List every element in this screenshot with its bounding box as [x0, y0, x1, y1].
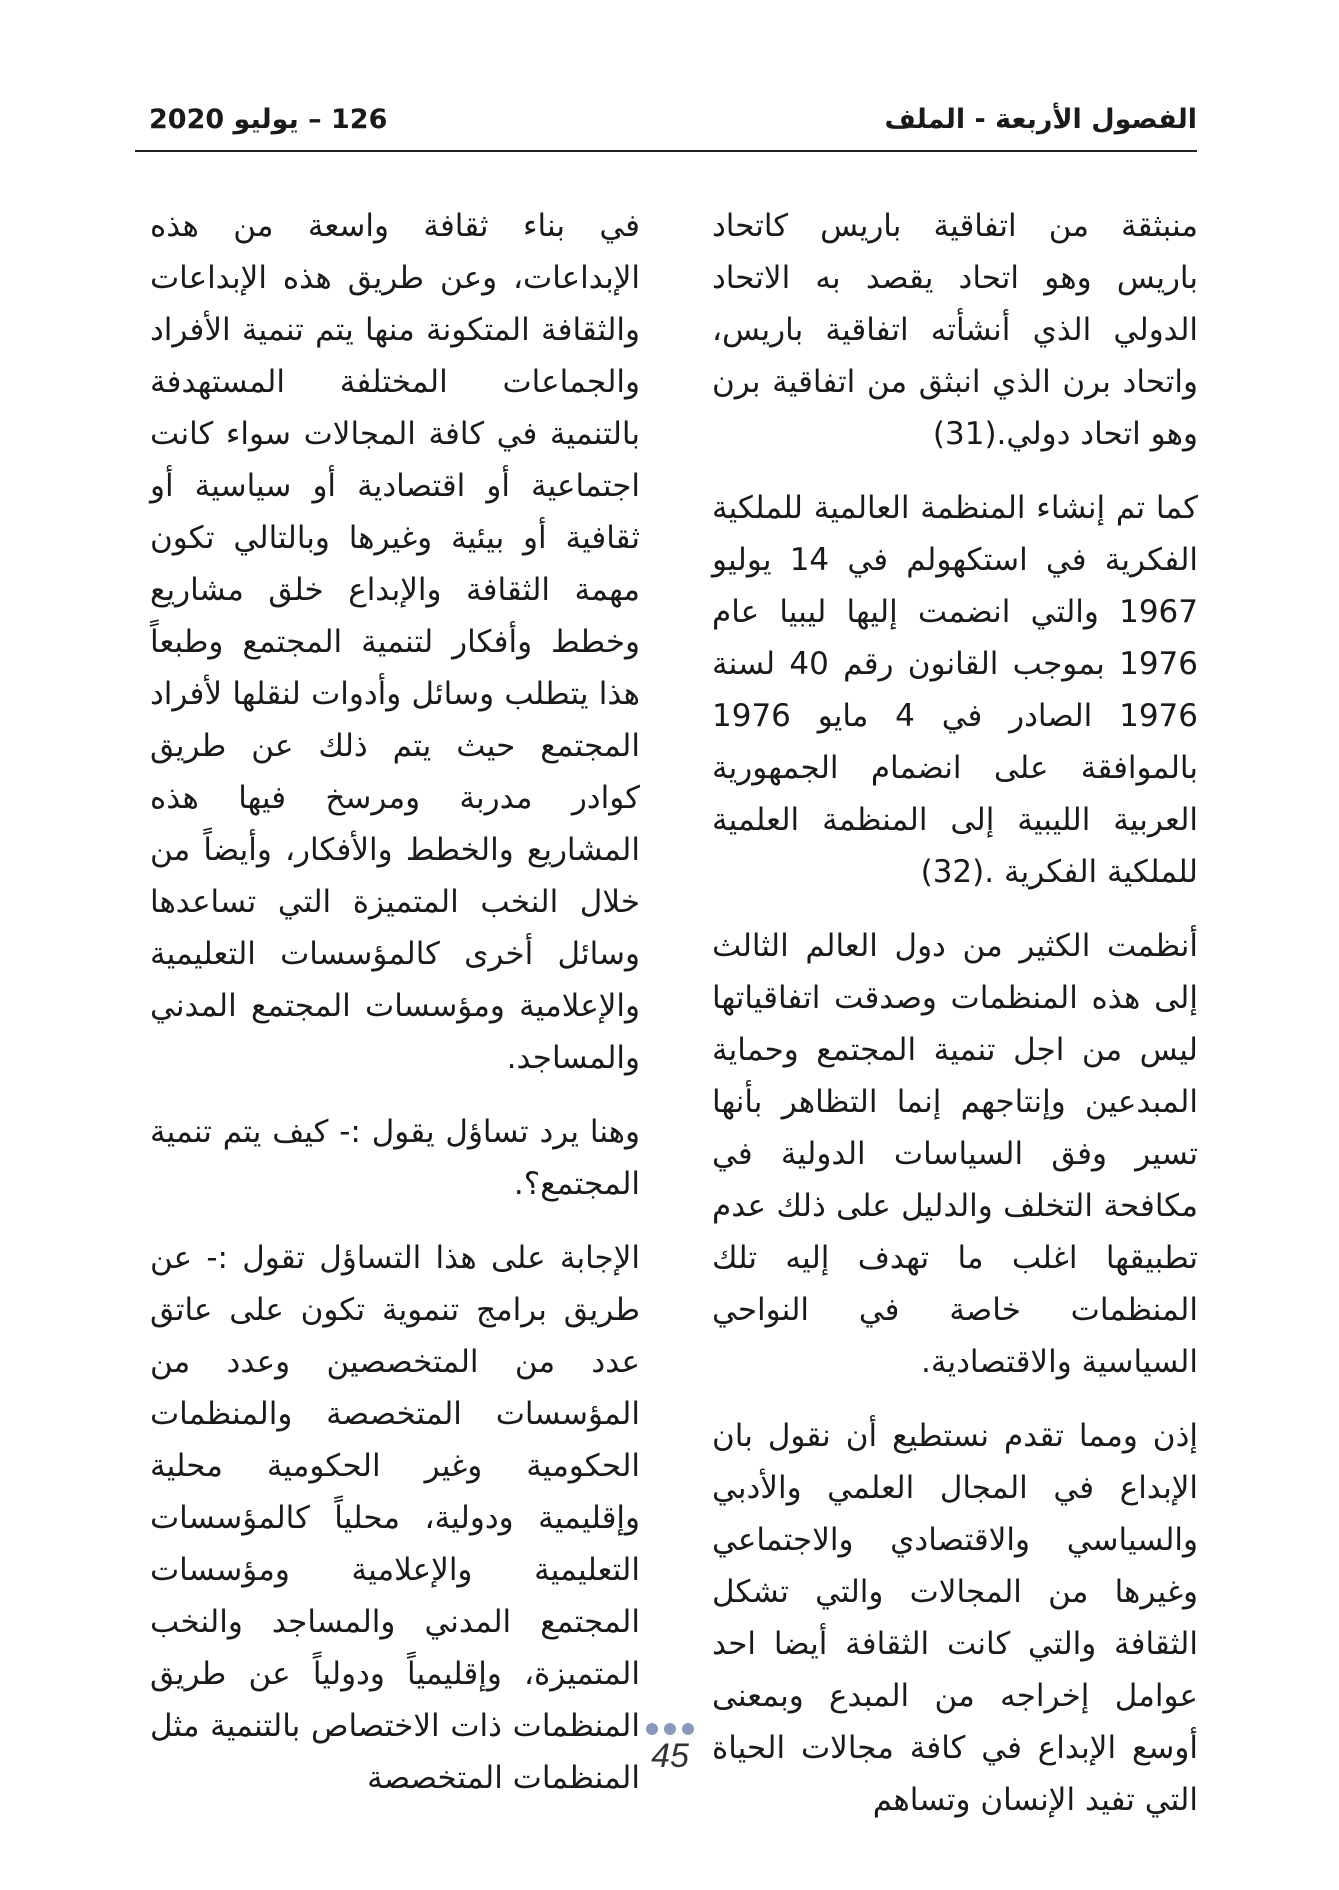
dot-icon: [646, 1723, 658, 1735]
paragraph: أنظمت الكثير من دول العالم الثالث إلى هذه المنظمات وصدقت اتفاقياتها ليس من اجل تنمية المجتمع وحماية المبدعين وإنتاجهم إنما التظاهر بأنها تسير وفق السياسات الدولية في مكافحة التخلف والدليل على ذلك عدم تطبيقها اغلب ما تهدف إليه تلك المنظمات خاصة في النواحي السياسية والاقتصادية.: [712, 928, 1198, 1380]
issue-info: 126 – يوليو 2020: [149, 104, 388, 135]
left-column: [150, 200, 640, 1826]
paragraph: الإجابة على هذا التساؤل تقول :- عن طريق برامج تنموية تكون على عاتق عدد من المتخصصين وعدد من المؤسسات المتخصصة والمنظمات الحكومية وغير الحكومية محلية وإقليمية ودولية، محلياً كالمؤسسات التعليمية والإعلامية ومؤسسات المجتمع المدني والمساجد والنخب المتميزة، وإقليمياً ودولياً عن طريق المنظمات ذات الاختصاص بالتنمية مثل المنظمات المتخصصة: [150, 1240, 640, 1796]
paragraph: وهنا يرد تساؤل يقول :- كيف يتم تنمية المجتمع؟.: [150, 1114, 640, 1202]
right-column: [712, 200, 1198, 1848]
dot-icon: [664, 1723, 676, 1735]
paragraph: كما تم إنشاء المنظمة العالمية للملكية الفكرية في استكهولم في 14 يوليو 1967 والتي انضمت إليها ليبيا عام 1976 بموجب القانون رقم 40 لسنة 1976 الصادر في 4 مايو 1976 بالموافقة على انضمام الجمهورية العربية الليبية إلى المنظمة العلمية للملكية الفكرية .(32): [712, 490, 1198, 890]
page-number: 45: [651, 1737, 689, 1775]
paragraph: منبثقة من اتفاقية باريس كاتحاد باريس وهو اتحاد يقصد به الاتحاد الدولي الذي أنشأته اتفاقية باريس، واتحاد برن الذي انبثق من اتفاقية برن وهو اتحاد دولي.(31): [712, 208, 1198, 452]
journal-title: الفصول الأربعة - الملف: [884, 104, 1197, 135]
paragraph: في بناء ثقافة واسعة من هذه الإبداعات، وعن طريق هذه الإبداعات والثقافة المتكونة منها يتم تنمية الأفراد والجماعات المختلفة المستهدفة بالتنمية في كافة المجالات سواء كانت اجتماعية أو اقتصادية أو سياسية أو ثقافية أو بيئية وغيرها وبالتالي تكون مهمة الثقافة والإبداع خلق مشاريع وخطط وأفكار لتنمية المجتمع وطبعاً هذا يتطلب وسائل وأدوات لنقلها لأفراد المجتمع حيث يتم ذلك عن طريق كوادر مدربة ومرسخ فيها هذه المشاريع والخطط والأفكار، وأيضاً من خلال النخب المتميزة التي تساعدها وسائل أخرى كالمؤسسات التعليمية والإعلامية ومؤسسات المجتمع المدني والمساجد.: [150, 208, 640, 1076]
paragraph: إذن ومما تقدم نستطيع أن نقول بان الإبداع في المجال العلمي والأدبي والسياسي والاقتصادي والاجتماعي وغيرها من المجالات والتي تشكل الثقافة والتي كانت الثقافة أيضا احد عوامل إخراجه من المبدع وبمعنى أوسع الإبداع في كافة مجالات الحياة التي تفيد الإنسان وتساهم: [712, 1418, 1198, 1818]
dot-icon: [682, 1723, 694, 1735]
page-header: [135, 100, 1197, 152]
